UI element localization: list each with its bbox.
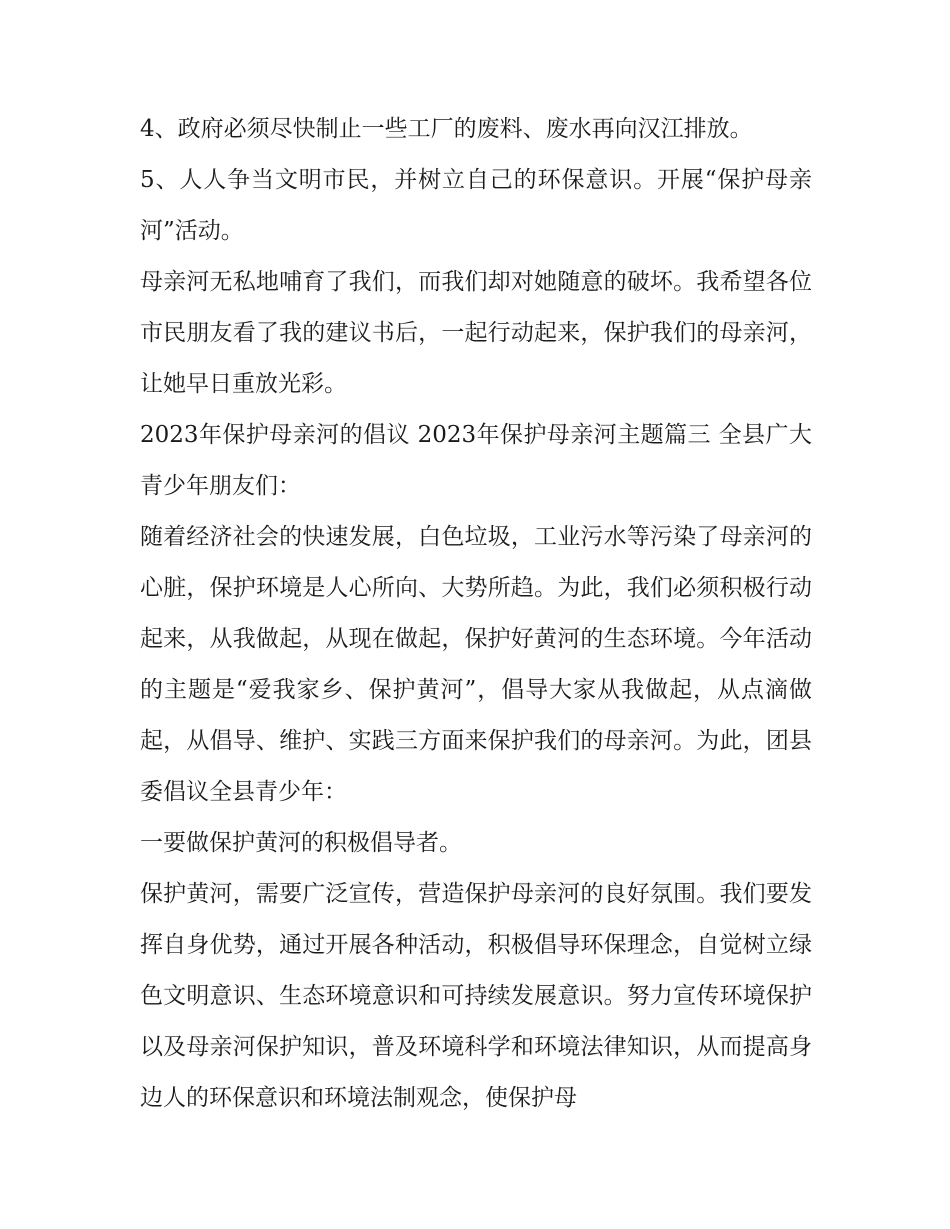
paragraph-point-one-body: 保护黄河，需要广泛宣传，营造保护母亲河的良好氛围。我们要发挥自身优势，通过开展各种活动，积极倡导环保理念，自觉树立绿色文明意识、生态环境意识和可持续发展意识。努力宣传环境保护以及母亲河保护知识，普及环境科学和环境法律知识，从而提高身边人的环保意识和环境法制观念，使保护母 [140,881,812,1111]
paragraph-measure-5: 5、人人争当文明市民，并树立自己的环保意识。开展“保护母亲河”活动。 [140,167,812,244]
paragraph-closing-appeal: 母亲河无私地哺育了我们，而我们却对她随意的破坏。我希望各位市民朋友看了我的建议书后，一起行动起来，保护我们的母亲河，让她早日重放光彩。 [140,269,812,397]
paragraph-measure-4: 4、政府必须尽快制止一些工厂的废料、废水再向汉江排放。 [140,116,753,142]
document-body [140,104,812,1124]
paragraph-initiative-intro: 随着经济社会的快速发展，白色垃圾，工业污水等污染了母亲河的心脏，保护环境是人心所向、大势所趋。为此，我们必须积极行动起来，从我做起，从现在做起，保护好黄河的生态环境。今年活动的主题是“爱我家乡、保护黄河”，倡导大家从我做起，从点滴做起，从倡导、维护、实践三方面来保护我们的母亲河。为此，团县委倡议全县青少年： [140,524,812,805]
paragraph-point-one-heading: 一要做保护黄河的积极倡导者。 [140,830,462,856]
paragraph-section-heading: 2023年保护母亲河的倡议 2023年保护母亲河主题篇三 全县广大青少年朋友们： [140,422,812,499]
